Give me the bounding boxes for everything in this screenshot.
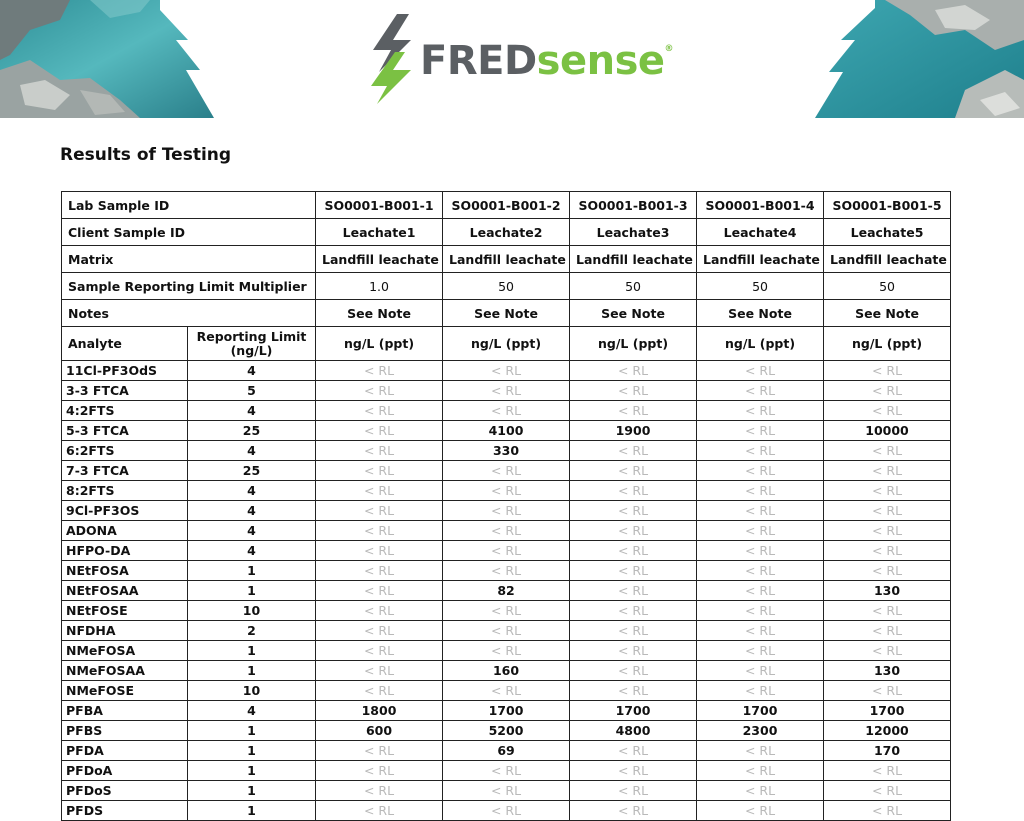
analyte-header-row (62, 327, 951, 361)
unit-column-header: ng/L (ppt) (697, 327, 824, 361)
unit-column-header: ng/L (ppt) (316, 327, 443, 361)
result-value: 12000 (824, 721, 951, 741)
registered-mark: ® (664, 44, 674, 54)
result-value: < RL (443, 641, 570, 661)
result-value: < RL (824, 781, 951, 801)
result-value: < RL (697, 501, 824, 521)
meta-value: Landfill leachate (570, 246, 697, 273)
reporting-limit-value: 1 (188, 661, 316, 681)
reporting-limit-value: 4 (188, 441, 316, 461)
meta-value: Leachate1 (316, 219, 443, 246)
result-value: < RL (824, 501, 951, 521)
brand-name-sense: sense (536, 38, 665, 84)
result-value: 5200 (443, 721, 570, 741)
table-row (62, 541, 951, 561)
result-value: < RL (570, 481, 697, 501)
result-value: 1700 (824, 701, 951, 721)
meta-label: Sample Reporting Limit Multiplier (62, 273, 316, 300)
meta-value: 50 (824, 273, 951, 300)
table-row (62, 641, 951, 661)
result-value: < RL (316, 741, 443, 761)
result-value: < RL (316, 761, 443, 781)
analyte-name: NEtFOSE (62, 601, 188, 621)
result-value: < RL (570, 661, 697, 681)
result-value: < RL (316, 461, 443, 481)
result-value: < RL (570, 561, 697, 581)
analyte-name: PFBS (62, 721, 188, 741)
reporting-limit-value: 4 (188, 361, 316, 381)
analyte-name: NMeFOSAA (62, 661, 188, 681)
result-value: < RL (443, 481, 570, 501)
table-row (62, 441, 951, 461)
result-value: < RL (570, 641, 697, 661)
meta-value: See Note (697, 300, 824, 327)
reporting-limit-column-header: Reporting Limit (ng/L) (188, 327, 316, 361)
reporting-limit-value: 25 (188, 421, 316, 441)
meta-label: Notes (62, 300, 316, 327)
analyte-name: PFDoS (62, 781, 188, 801)
result-value: < RL (824, 381, 951, 401)
result-value: < RL (697, 481, 824, 501)
result-value: < RL (443, 621, 570, 641)
analyte-name: NEtFOSA (62, 561, 188, 581)
analyte-name: 7-3 FTCA (62, 461, 188, 481)
result-value: 82 (443, 581, 570, 601)
analyte-name: 9Cl-PF3OS (62, 501, 188, 521)
meta-value: 50 (697, 273, 824, 300)
meta-value: SO0001-B001-3 (570, 192, 697, 219)
result-value: < RL (824, 461, 951, 481)
meta-value: See Note (316, 300, 443, 327)
result-value: < RL (570, 441, 697, 461)
analyte-column-header: Analyte (62, 327, 188, 361)
result-value: < RL (316, 801, 443, 821)
result-value: < RL (824, 361, 951, 381)
brand-name-fred: FRED (420, 38, 537, 84)
result-value: < RL (824, 621, 951, 641)
result-value: < RL (697, 541, 824, 561)
result-value: < RL (443, 541, 570, 561)
result-value: < RL (824, 481, 951, 501)
result-value: < RL (316, 401, 443, 421)
result-value: 2300 (697, 721, 824, 741)
result-value: < RL (316, 421, 443, 441)
meta-value: Landfill leachate (697, 246, 824, 273)
result-value: 330 (443, 441, 570, 461)
table-row (62, 561, 951, 581)
reporting-limit-value: 25 (188, 461, 316, 481)
meta-value: 1.0 (316, 273, 443, 300)
table-row (62, 501, 951, 521)
result-value: < RL (824, 401, 951, 421)
analyte-name: HFPO-DA (62, 541, 188, 561)
reporting-limit-value: 1 (188, 561, 316, 581)
table-row (62, 721, 951, 741)
reporting-limit-value: 1 (188, 641, 316, 661)
table-row (62, 621, 951, 641)
meta-value: SO0001-B001-2 (443, 192, 570, 219)
result-value: < RL (570, 581, 697, 601)
result-value: < RL (570, 681, 697, 701)
reporting-limit-value: 4 (188, 501, 316, 521)
meta-value: SO0001-B001-1 (316, 192, 443, 219)
reporting-limit-value: 1 (188, 761, 316, 781)
result-value: < RL (443, 681, 570, 701)
result-value: < RL (697, 601, 824, 621)
result-value: 1900 (570, 421, 697, 441)
meta-value: Landfill leachate (824, 246, 951, 273)
result-value: < RL (570, 521, 697, 541)
result-value: < RL (570, 381, 697, 401)
table-row (62, 361, 951, 381)
analyte-name: PFDoA (62, 761, 188, 781)
result-value: < RL (824, 541, 951, 561)
river-photo-left (0, 0, 214, 118)
result-value: 1700 (443, 701, 570, 721)
reporting-limit-value: 5 (188, 381, 316, 401)
table-row (62, 801, 951, 821)
result-value: < RL (697, 781, 824, 801)
reporting-limit-value: 10 (188, 681, 316, 701)
result-value: 4100 (443, 421, 570, 441)
result-value: < RL (697, 521, 824, 541)
result-value: < RL (824, 521, 951, 541)
result-value: < RL (570, 461, 697, 481)
result-value: 69 (443, 741, 570, 761)
result-value: < RL (443, 461, 570, 481)
result-value: < RL (697, 681, 824, 701)
results-table (61, 191, 951, 821)
analyte-name: NMeFOSA (62, 641, 188, 661)
analyte-name: 6:2FTS (62, 441, 188, 461)
reporting-limit-value: 2 (188, 621, 316, 641)
result-value: < RL (570, 761, 697, 781)
meta-value: SO0001-B001-4 (697, 192, 824, 219)
reporting-limit-value: 1 (188, 781, 316, 801)
result-value: < RL (316, 481, 443, 501)
result-value: < RL (824, 641, 951, 661)
result-value: < RL (824, 441, 951, 461)
analyte-name: PFBA (62, 701, 188, 721)
reporting-limit-value: 1 (188, 801, 316, 821)
unit-column-header: ng/L (ppt) (824, 327, 951, 361)
lightning-bolt-icon (365, 12, 421, 104)
table-row (62, 601, 951, 621)
analyte-name: PFDA (62, 741, 188, 761)
result-value: < RL (443, 781, 570, 801)
meta-row (62, 300, 951, 327)
meta-value: See Note (824, 300, 951, 327)
analyte-name: NFDHA (62, 621, 188, 641)
result-value: < RL (570, 541, 697, 561)
meta-value: See Note (570, 300, 697, 327)
result-value: < RL (697, 581, 824, 601)
result-value: 600 (316, 721, 443, 741)
header-banner (0, 0, 1024, 118)
result-value: < RL (824, 801, 951, 821)
reporting-limit-value: 4 (188, 521, 316, 541)
table-row (62, 781, 951, 801)
result-value: < RL (824, 761, 951, 781)
result-value: < RL (570, 501, 697, 521)
result-value: 130 (824, 581, 951, 601)
table-row (62, 461, 951, 481)
table-row (62, 741, 951, 761)
analyte-name: ADONA (62, 521, 188, 541)
meta-value: Leachate2 (443, 219, 570, 246)
result-value: < RL (697, 441, 824, 461)
meta-row (62, 219, 951, 246)
meta-row (62, 192, 951, 219)
meta-label: Lab Sample ID (62, 192, 316, 219)
result-value: 10000 (824, 421, 951, 441)
result-value: < RL (316, 641, 443, 661)
result-value: 1700 (697, 701, 824, 721)
result-value: < RL (443, 601, 570, 621)
analyte-name: PFDS (62, 801, 188, 821)
result-value: < RL (824, 681, 951, 701)
fredsense-logo (365, 12, 674, 104)
result-value: 1800 (316, 701, 443, 721)
table-row (62, 381, 951, 401)
result-value: < RL (697, 621, 824, 641)
reporting-limit-value: 4 (188, 541, 316, 561)
result-value: 170 (824, 741, 951, 761)
result-value: < RL (697, 381, 824, 401)
result-value: 1700 (570, 701, 697, 721)
result-value: < RL (316, 781, 443, 801)
result-value: < RL (570, 781, 697, 801)
result-value: < RL (316, 581, 443, 601)
table-row (62, 661, 951, 681)
meta-value: Landfill leachate (443, 246, 570, 273)
table-row (62, 761, 951, 781)
meta-row (62, 246, 951, 273)
meta-row (62, 273, 951, 300)
meta-value: SO0001-B001-5 (824, 192, 951, 219)
meta-label: Client Sample ID (62, 219, 316, 246)
table-row (62, 481, 951, 501)
meta-value: 50 (570, 273, 697, 300)
reporting-limit-value: 1 (188, 581, 316, 601)
result-value: < RL (697, 641, 824, 661)
table-row (62, 681, 951, 701)
result-value: < RL (316, 621, 443, 641)
result-value: 160 (443, 661, 570, 681)
table-row (62, 521, 951, 541)
meta-value: Leachate4 (697, 219, 824, 246)
result-value: < RL (316, 541, 443, 561)
result-value: < RL (570, 741, 697, 761)
table-row (62, 701, 951, 721)
unit-column-header: ng/L (ppt) (570, 327, 697, 361)
result-value: < RL (443, 761, 570, 781)
reporting-limit-value: 10 (188, 601, 316, 621)
result-value: < RL (570, 621, 697, 641)
result-value: < RL (316, 381, 443, 401)
result-value: < RL (316, 501, 443, 521)
result-value: < RL (316, 441, 443, 461)
analyte-name: 11Cl-PF3OdS (62, 361, 188, 381)
result-value: < RL (570, 801, 697, 821)
table-row (62, 581, 951, 601)
result-value: < RL (697, 761, 824, 781)
meta-value: Landfill leachate (316, 246, 443, 273)
meta-value: Leachate5 (824, 219, 951, 246)
result-value: < RL (443, 361, 570, 381)
result-value: < RL (443, 521, 570, 541)
result-value: < RL (697, 801, 824, 821)
result-value: < RL (570, 361, 697, 381)
result-value: < RL (697, 361, 824, 381)
result-value: < RL (443, 501, 570, 521)
reporting-limit-value: 1 (188, 721, 316, 741)
result-value: < RL (697, 661, 824, 681)
meta-label: Matrix (62, 246, 316, 273)
result-value: < RL (697, 421, 824, 441)
analyte-name: 3-3 FTCA (62, 381, 188, 401)
result-value: < RL (316, 681, 443, 701)
analyte-name: 5-3 FTCA (62, 421, 188, 441)
page-title: Results of Testing (60, 145, 232, 165)
result-value: 4800 (570, 721, 697, 741)
analyte-name: NMeFOSE (62, 681, 188, 701)
result-value: < RL (443, 801, 570, 821)
meta-value: See Note (443, 300, 570, 327)
result-value: < RL (570, 401, 697, 421)
meta-value: Leachate3 (570, 219, 697, 246)
result-value: 130 (824, 661, 951, 681)
result-value: < RL (697, 561, 824, 581)
result-value: < RL (316, 361, 443, 381)
result-value: < RL (316, 661, 443, 681)
reporting-limit-value: 4 (188, 481, 316, 501)
reporting-limit-value: 1 (188, 741, 316, 761)
reporting-limit-value: 4 (188, 701, 316, 721)
reporting-limit-value: 4 (188, 401, 316, 421)
result-value: < RL (316, 561, 443, 581)
analyte-name: NEtFOSAA (62, 581, 188, 601)
river-photo-right (815, 0, 1024, 118)
analyte-name: 8:2FTS (62, 481, 188, 501)
result-value: < RL (697, 401, 824, 421)
result-value: < RL (824, 561, 951, 581)
table-row (62, 421, 951, 441)
result-value: < RL (443, 561, 570, 581)
analyte-name: 4:2FTS (62, 401, 188, 421)
result-value: < RL (316, 601, 443, 621)
unit-column-header: ng/L (ppt) (443, 327, 570, 361)
meta-value: 50 (443, 273, 570, 300)
result-value: < RL (443, 381, 570, 401)
result-value: < RL (443, 401, 570, 421)
result-value: < RL (697, 741, 824, 761)
result-value: < RL (824, 601, 951, 621)
table-row (62, 401, 951, 421)
result-value: < RL (570, 601, 697, 621)
result-value: < RL (316, 521, 443, 541)
result-value: < RL (697, 461, 824, 481)
